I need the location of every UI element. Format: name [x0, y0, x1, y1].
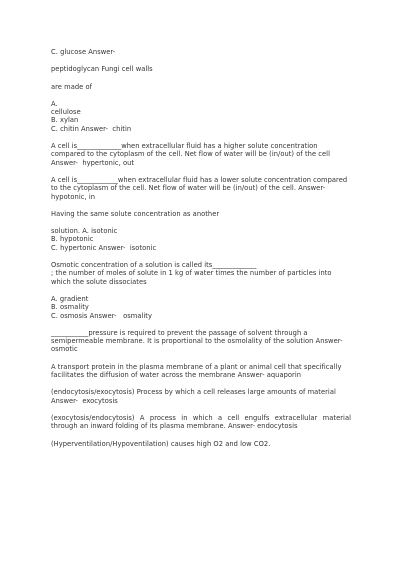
question-osmolality-options: A. gradient B. osmality C. osmosis Answer- osmality [51, 294, 152, 320]
text-line-peptidoglycan: peptidoglycan Fungi cell walls [51, 65, 153, 74]
text-line-glucose: C. glucose Answer- [51, 48, 116, 56]
question-osmotic-pressure: ___________pressure is required to prevent the passage of solvent through a semipermeable membrane. It is proportional to the osmolality of the solution Answer- osmotic [51, 328, 347, 354]
question-aquaporin: A transport protein in the plasma membrane of a plant or animal cell that specifically facilitates the diffusion of water across the membrane Answer- aquaporin [51, 362, 344, 380]
question-hypotonic: A cell is____________when extracellular fluid has a lower solute concentration compared to the cytoplasm of the cell. Net flow of water will be (in/out) of the cell. Answer- hypotonic, in [51, 175, 350, 201]
question-isotonic-options: solution. A. isotonic B. hypotonic C. hypertonic Answer- isotonic [51, 227, 157, 252]
question-cell-wall-options: A. cellulose B. xylan C. chitin Answer- chitin [51, 99, 132, 133]
question-ventilation: (Hyperventilation/Hypoventilation) causes high O2 and low CO2. [51, 439, 271, 448]
question-isotonic-stem: Having the same solute concentration as another [51, 209, 220, 218]
document-body [51, 48, 354, 457]
question-endocytosis: (exocytosis/endocytosis) A process in which a cell engulfs extracellular material through an inward folding of its plasma membrane. Answer- endocytosis [51, 413, 354, 431]
text-line-made-of: are made of [51, 82, 93, 91]
question-exocytosis: (endocytosis/exocytosis) Process by which a cell releases large amounts of material Answer- exocytosis [51, 388, 339, 405]
question-hypertonic: A cell is_____________when extracellular fluid has a higher solute concentration compared to the cytoplasm of the cell. Net flow of water will be (in/out) of the cell Answer- hypertonic, out [51, 142, 333, 167]
question-osmolality: Osmotic concentration of a solution is called its_____________ ; the number of moles of solute in 1 kg of water times the number of particles into which the solute dissociates [51, 261, 332, 286]
